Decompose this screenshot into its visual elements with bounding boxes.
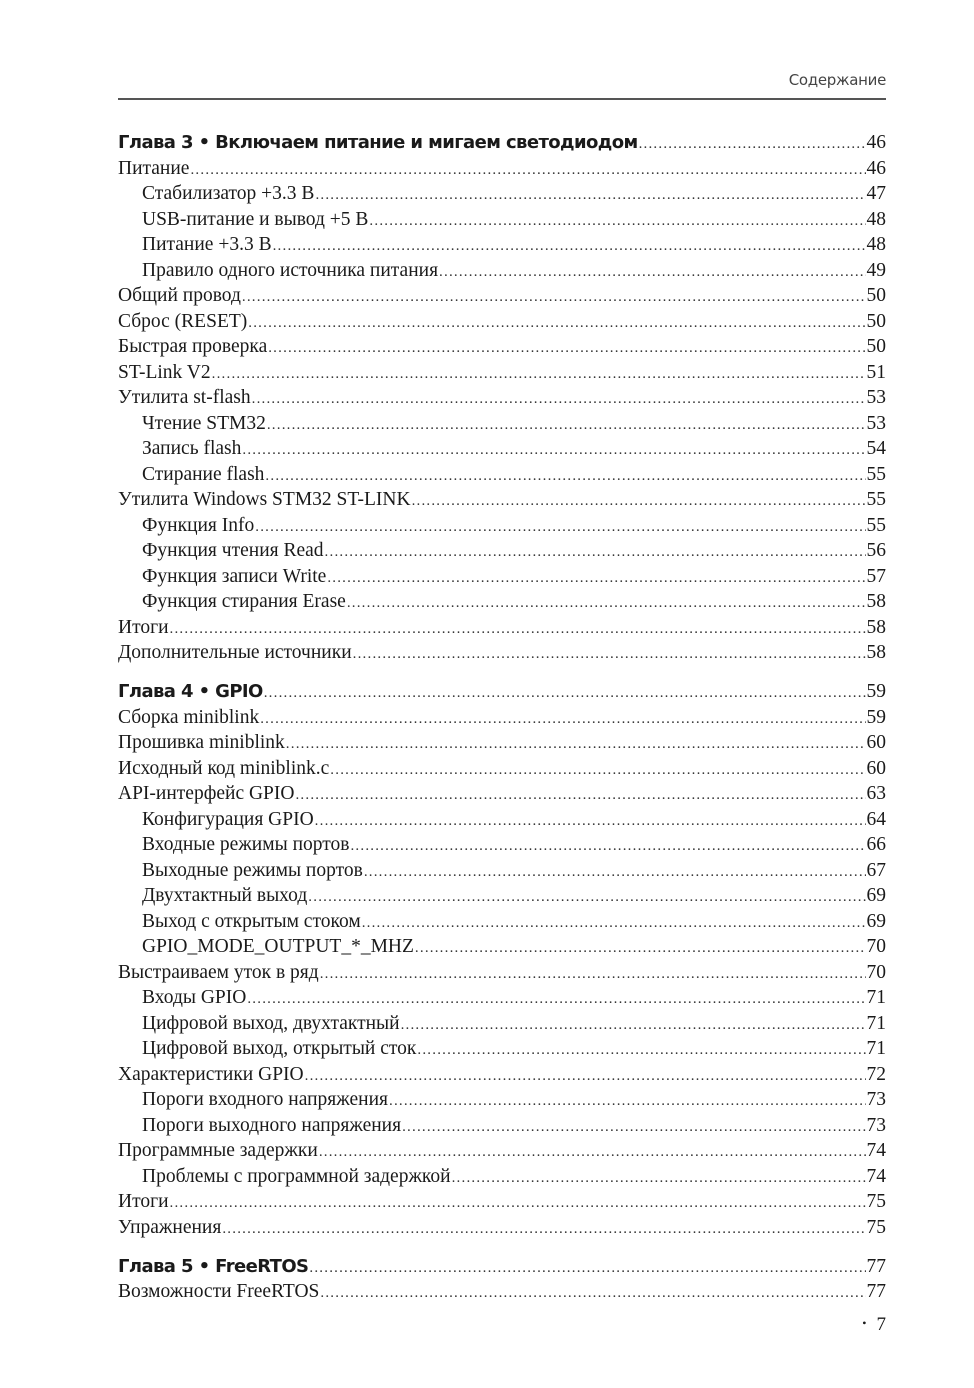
toc-entry-page: 50 — [866, 336, 886, 357]
toc-entry-title: Пороги входного напряжения — [142, 1089, 388, 1110]
toc-entry-title: Функция стирания Erase — [142, 591, 346, 612]
toc-entry[interactable] — [118, 807, 886, 833]
dot-leader — [327, 566, 865, 592]
table-of-contents — [118, 130, 886, 1318]
toc-entry-title: Упражнения — [118, 1216, 222, 1238]
toc-entry-page: 72 — [866, 1063, 886, 1085]
toc-entry[interactable] — [118, 513, 886, 539]
toc-entry[interactable] — [118, 1011, 886, 1037]
toc-entry[interactable] — [118, 1113, 886, 1139]
dot-leader — [389, 1089, 866, 1115]
toc-entry[interactable] — [118, 909, 886, 935]
dot-leader — [315, 183, 865, 209]
toc-entry-title: Проблемы с программной задержкой — [142, 1165, 451, 1187]
toc-entry[interactable] — [118, 756, 886, 782]
toc-entry-page: 71 — [866, 987, 886, 1008]
dot-leader — [190, 158, 865, 184]
toc-entry-title: API-интерфейс GPIO — [118, 783, 295, 804]
dot-leader — [222, 1217, 865, 1243]
dot-leader — [242, 285, 866, 311]
toc-entry-page: 50 — [866, 285, 886, 306]
header-rule — [118, 98, 886, 100]
toc-entry-title: Запись flash — [142, 438, 242, 459]
toc-entry-title: Глава 4 • GPIO — [118, 681, 263, 702]
toc-entry-page: 55 — [866, 463, 886, 485]
toc-entry-page: 48 — [866, 208, 886, 230]
toc-chapter-heading[interactable] — [118, 679, 886, 705]
toc-entry-page: 74 — [866, 1140, 886, 1161]
dot-leader — [347, 591, 866, 617]
toc-entry-page: 59 — [866, 706, 886, 728]
toc-entry-title: Сборка miniblink — [118, 706, 260, 728]
toc-entry-title: Исходный код miniblink.c — [118, 757, 330, 779]
toc-entry-page: 73 — [866, 1089, 886, 1110]
toc-entry-title: Дополнительные источники — [118, 642, 352, 663]
toc-entry-title: Характеристики GPIO — [118, 1063, 304, 1085]
toc-entry-page: 46 — [866, 157, 886, 179]
dot-leader — [273, 234, 866, 260]
toc-entry[interactable] — [118, 640, 886, 666]
toc-entry-title: Чтение STM32 — [142, 412, 266, 434]
toc-entry[interactable] — [118, 207, 886, 233]
toc-entry-title: ST-Link V2 — [118, 361, 211, 383]
dot-leader — [364, 860, 866, 886]
toc-entry-page: 69 — [866, 885, 886, 906]
toc-entry-page: 55 — [866, 514, 886, 536]
toc-entry[interactable] — [118, 181, 886, 207]
toc-entry-title: Прошивка miniblink — [118, 732, 285, 753]
toc-entry[interactable] — [118, 411, 886, 437]
toc-entry[interactable] — [118, 960, 886, 986]
dot-leader — [264, 681, 866, 707]
toc-entry-page: 53 — [866, 412, 886, 434]
toc-entry[interactable] — [118, 1062, 886, 1088]
toc-entry[interactable] — [118, 1279, 886, 1305]
toc-entry[interactable] — [118, 858, 886, 884]
toc-entry-title: Пороги выходного напряжения — [142, 1114, 402, 1136]
dot-leader — [325, 540, 866, 566]
toc-entry-page: 59 — [866, 681, 886, 702]
toc-entry-title: Утилита st-flash — [118, 387, 251, 408]
toc-entry-title: Конфигурация GPIO — [142, 808, 314, 830]
dot-leader — [212, 362, 866, 388]
toc-entry-title: Выстраиваем уток в ряд — [118, 961, 319, 983]
toc-entry-title: Цифровой выход, открытый сток — [142, 1038, 417, 1059]
dot-leader — [255, 515, 865, 541]
toc-entry-page: 54 — [866, 438, 886, 459]
toc-entry-title: GPIO_MODE_OUTPUT_*_MHZ — [142, 936, 414, 957]
dot-leader — [353, 642, 866, 668]
toc-entry-title: Программные задержки — [118, 1140, 318, 1161]
page-number: 7 — [876, 1314, 886, 1335]
dot-leader — [170, 1191, 866, 1217]
toc-entry-title: Быстрая проверка — [118, 336, 268, 357]
toc-entry-page: 48 — [866, 234, 886, 255]
toc-entry[interactable] — [118, 615, 886, 641]
toc-entry-page: 69 — [866, 910, 886, 932]
toc-entry-page: 75 — [866, 1191, 886, 1212]
toc-entry-title: Сброс (RESET) — [118, 310, 248, 332]
dot-leader — [315, 809, 866, 835]
toc-entry-title: Питание +3.3 В — [142, 234, 272, 255]
toc-chapter-heading[interactable] — [118, 1254, 886, 1280]
dot-leader — [320, 962, 866, 988]
toc-entry[interactable] — [118, 436, 886, 462]
dot-leader — [308, 885, 865, 911]
toc-entry-title: Глава 5 • FreeRTOS — [118, 1255, 309, 1277]
toc-entry[interactable] — [118, 462, 886, 488]
toc-entry-title: Выходные режимы портов — [142, 859, 363, 881]
toc-chapter-group — [118, 1254, 886, 1305]
toc-entry[interactable] — [118, 1036, 886, 1062]
toc-entry-title: Правило одного источника питания — [142, 259, 439, 281]
toc-entry-page: 71 — [866, 1038, 886, 1059]
toc-entry-title: Выход с открытым стоком — [142, 910, 361, 932]
dot-leader — [267, 413, 866, 439]
toc-entry-page: 73 — [866, 1114, 886, 1136]
toc-entry-page: 58 — [866, 642, 886, 663]
toc-entry-page: 56 — [866, 540, 886, 561]
toc-entry[interactable] — [118, 589, 886, 615]
toc-entry[interactable] — [118, 564, 886, 590]
dot-leader — [252, 387, 866, 413]
toc-entry-page: 74 — [866, 1165, 886, 1187]
toc-entry-page: 60 — [866, 732, 886, 753]
toc-entry[interactable] — [118, 360, 886, 386]
page-footer — [862, 1314, 886, 1336]
toc-entry-title: Стабилизатор +3.3 В — [142, 183, 315, 204]
dot-leader — [369, 209, 865, 235]
toc-entry-page: 57 — [866, 565, 886, 587]
toc-entry-page: 67 — [866, 859, 886, 881]
dot-leader — [415, 936, 866, 962]
toc-entry[interactable] — [118, 385, 886, 411]
toc-entry[interactable] — [118, 232, 886, 258]
dot-leader — [452, 1166, 866, 1192]
toc-entry[interactable] — [118, 487, 886, 513]
toc-entry-page: 50 — [866, 310, 886, 332]
dot-leader — [268, 336, 865, 362]
toc-entry-title: Утилита Windows STM32 ST-LINK — [118, 489, 411, 510]
toc-entry-page: 77 — [866, 1281, 886, 1302]
toc-entry[interactable] — [118, 1164, 886, 1190]
toc-entry-title: Функция чтения Read — [142, 540, 324, 561]
toc-entry[interactable] — [118, 1138, 886, 1164]
toc-entry-page: 66 — [866, 834, 886, 855]
toc-entry-page: 58 — [866, 591, 886, 612]
dot-leader — [417, 1038, 865, 1064]
dot-leader — [248, 311, 865, 337]
toc-entry[interactable] — [118, 156, 886, 182]
dot-leader — [330, 758, 865, 784]
running-head: Содержание — [788, 71, 886, 89]
toc-entry-title: Функция Info — [142, 514, 255, 536]
toc-entry-page: 53 — [866, 387, 886, 408]
toc-entry[interactable] — [118, 934, 886, 960]
toc-entry[interactable] — [118, 883, 886, 909]
toc-entry[interactable] — [118, 832, 886, 858]
bullet-icon: • — [862, 1316, 867, 1330]
dot-leader — [305, 1064, 866, 1090]
dot-leader — [247, 987, 865, 1013]
dot-leader — [439, 260, 865, 286]
toc-entry-page: 51 — [866, 361, 886, 383]
toc-entry-page: 77 — [866, 1255, 886, 1277]
toc-chapter-heading[interactable] — [118, 130, 886, 156]
toc-entry[interactable] — [118, 1215, 886, 1241]
toc-entry-page: 47 — [866, 183, 886, 204]
toc-entry[interactable] — [118, 1087, 886, 1113]
dot-leader — [286, 732, 866, 758]
toc-entry-title: Возможности FreeRTOS — [118, 1281, 320, 1302]
toc-entry-page: 49 — [866, 259, 886, 281]
toc-entry-title: Функция записи Write — [142, 565, 327, 587]
dot-leader — [242, 438, 865, 464]
toc-entry-title: USB-питание и вывод +5 В — [142, 208, 369, 230]
toc-entry[interactable] — [118, 309, 886, 335]
toc-entry-page: 75 — [866, 1216, 886, 1238]
toc-entry-page: 63 — [866, 783, 886, 804]
toc-entry-page: 64 — [866, 808, 886, 830]
toc-entry-page: 71 — [866, 1012, 886, 1034]
toc-entry[interactable] — [118, 334, 886, 360]
dot-leader — [362, 911, 866, 937]
dot-leader — [265, 464, 865, 490]
toc-entry-title: Питание — [118, 157, 190, 179]
dot-leader — [412, 489, 866, 515]
toc-entry-title: Стирание flash — [142, 463, 265, 485]
toc-entry[interactable] — [118, 1189, 886, 1215]
toc-entry-page: 70 — [866, 936, 886, 957]
dot-leader — [309, 1256, 865, 1282]
toc-entry-title: Входы GPIO — [142, 987, 247, 1008]
dot-leader — [170, 617, 866, 643]
toc-entry-title: Входные режимы портов — [142, 834, 350, 855]
toc-entry-title: Итоги — [118, 616, 169, 638]
toc-entry-page: 46 — [866, 132, 886, 153]
toc-entry-title: Глава 3 • Включаем питание и мигаем светодиодом — [118, 132, 638, 153]
dot-leader — [260, 707, 865, 733]
toc-entry-page: 55 — [866, 489, 886, 510]
toc-chapter-group — [118, 679, 886, 1240]
toc-entry[interactable] — [118, 258, 886, 284]
dot-leader — [401, 1013, 866, 1039]
toc-entry-page: 70 — [866, 961, 886, 983]
toc-entry-title: Итоги — [118, 1191, 169, 1212]
toc-entry[interactable] — [118, 283, 886, 309]
toc-entry-title: Общий провод — [118, 285, 241, 306]
dot-leader — [639, 132, 866, 158]
toc-entry-page: 60 — [866, 757, 886, 779]
toc-entry-title: Двухтактный выход — [142, 885, 308, 906]
toc-entry[interactable] — [118, 705, 886, 731]
toc-entry[interactable] — [118, 781, 886, 807]
dot-leader — [350, 834, 865, 860]
toc-chapter-group — [118, 130, 886, 666]
toc-entry-page: 58 — [866, 616, 886, 638]
dot-leader — [319, 1140, 866, 1166]
dot-leader — [295, 783, 865, 809]
dot-leader — [402, 1115, 865, 1141]
toc-entry[interactable] — [118, 538, 886, 564]
toc-entry[interactable] — [118, 730, 886, 756]
toc-entry-title: Цифровой выход, двухтактный — [142, 1012, 400, 1034]
toc-entry[interactable] — [118, 985, 886, 1011]
dot-leader — [320, 1281, 865, 1307]
